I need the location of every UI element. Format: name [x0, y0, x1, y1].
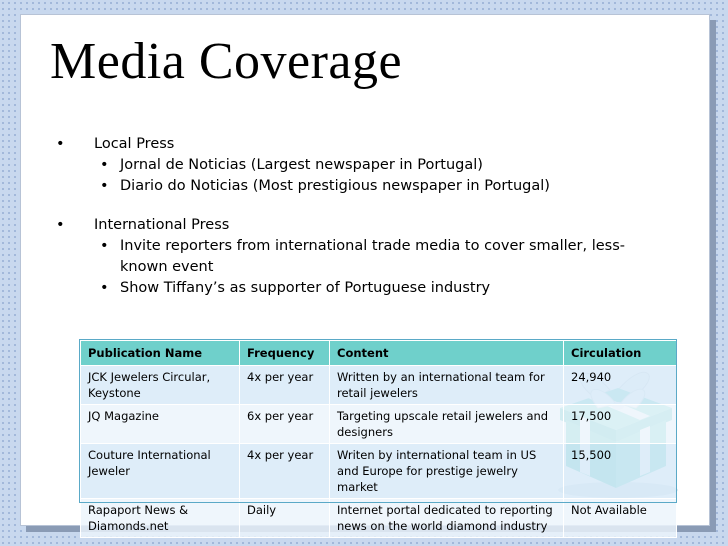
sub-bullet	[52, 236, 672, 278]
bullet-dot-icon: •	[100, 280, 109, 296]
table-header-row	[81, 341, 677, 366]
table-row	[81, 499, 677, 538]
sub-bullet-text: Diario do Noticias (Most prestigious newspaper in Portugal)	[120, 178, 550, 194]
table-cell: 4x per year	[240, 366, 330, 405]
sub-bullet	[52, 155, 672, 176]
table-cell: Writen by international team in US and Europe for prestige jewelry market	[330, 444, 564, 499]
column-header: Content	[330, 341, 564, 366]
table-row	[81, 366, 677, 405]
bullet-dot-icon: •	[100, 238, 109, 254]
table-cell: Rapaport News & Diamonds.net	[81, 499, 240, 538]
column-header: Circulation	[564, 341, 677, 366]
sub-bullet	[52, 176, 672, 197]
bullet-dot-icon: •	[56, 217, 65, 233]
table-cell: Written by an international team for retail jewelers	[330, 366, 564, 405]
column-header: Publication Name	[81, 341, 240, 366]
table-cell: Internet portal dedicated to reporting news on the world diamond industry	[330, 499, 564, 538]
table-cell: JQ Magazine	[81, 405, 240, 444]
column-header: Frequency	[240, 341, 330, 366]
table-cell: 4x per year	[240, 444, 330, 499]
table-cell: 15,500	[564, 444, 677, 499]
media-table	[80, 340, 677, 538]
bullet-dot-icon: •	[56, 136, 65, 152]
table-cell: 24,940	[564, 366, 677, 405]
slide-title: Media Coverage	[50, 33, 403, 90]
table-cell: Couture International Jeweler	[81, 444, 240, 499]
sub-bullet-text: Invite reporters from international trade media to cover smaller, less-known event	[120, 238, 626, 275]
table-cell: Targeting upscale retail jewelers and designers	[330, 405, 564, 444]
table-cell: Daily	[240, 499, 330, 538]
table-row	[81, 405, 677, 444]
sub-bullet	[52, 278, 672, 299]
sub-bullet-text: Show Tiffany’s as supporter of Portuguese industry	[120, 280, 491, 296]
table-cell: 6x per year	[240, 405, 330, 444]
bullet-local-press	[52, 134, 672, 155]
table-cell: Not Available	[564, 499, 677, 538]
bullet-list	[52, 134, 672, 299]
bullet-label: Local Press	[94, 136, 175, 152]
bullet-international-press	[52, 215, 672, 236]
sub-bullet-text: Jornal de Noticias (Largest newspaper in Portugal)	[120, 157, 483, 173]
bullet-dot-icon: •	[100, 178, 109, 194]
table-cell: JCK Jewelers Circular, Keystone	[81, 366, 240, 405]
bullet-label: International Press	[94, 217, 230, 233]
table-row	[81, 444, 677, 499]
table-cell: 17,500	[564, 405, 677, 444]
bullet-dot-icon: •	[100, 157, 109, 173]
